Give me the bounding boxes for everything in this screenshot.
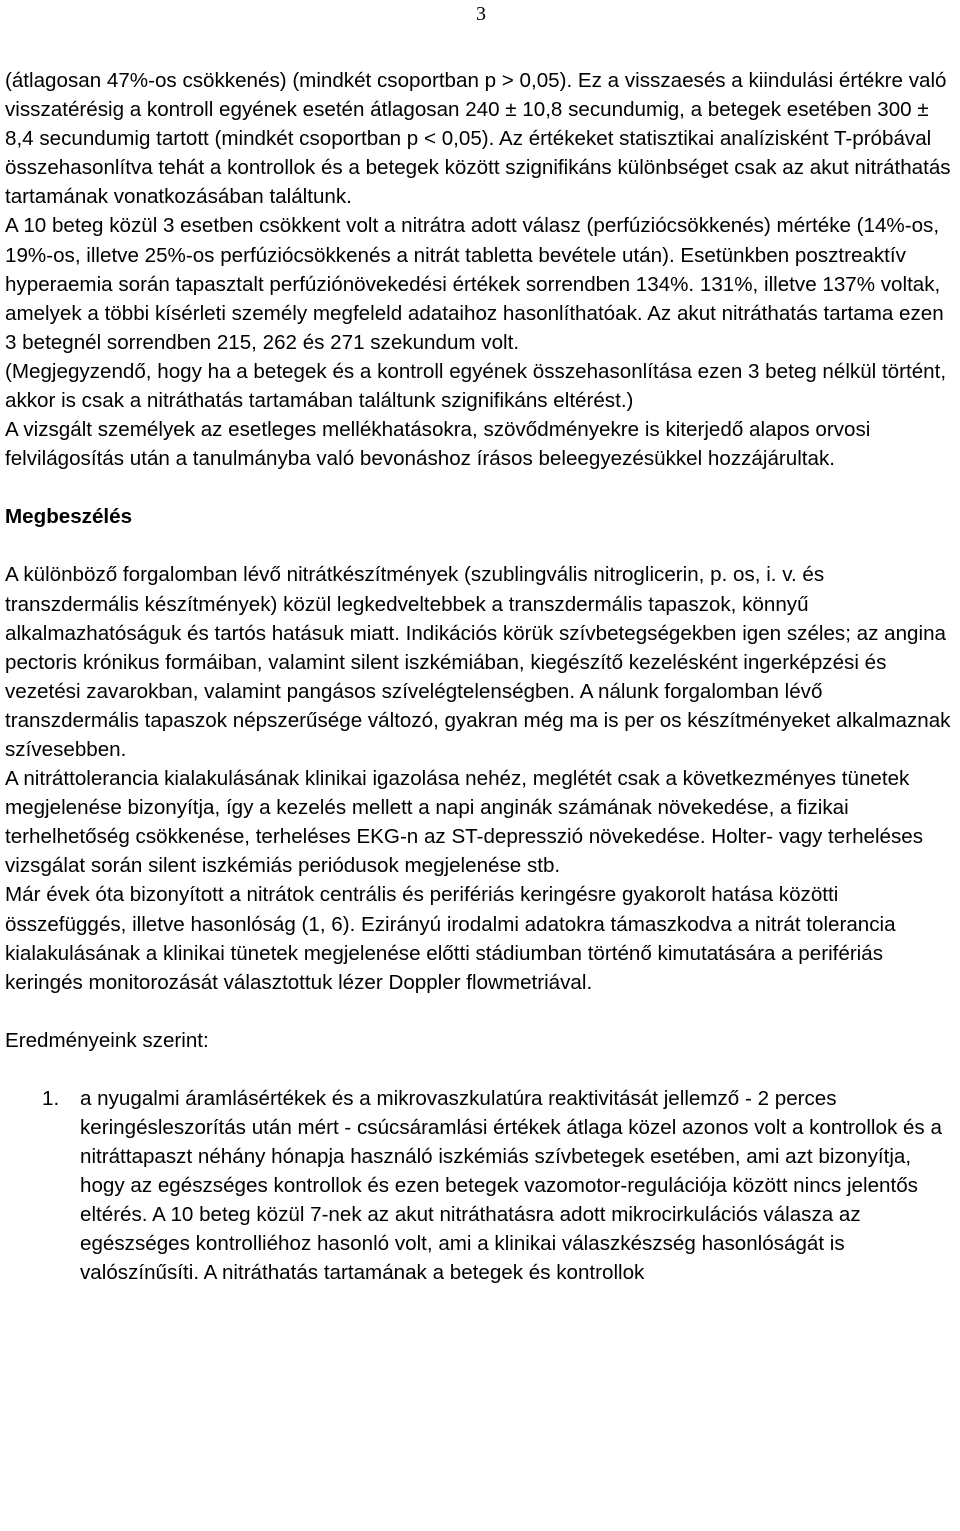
list-item <box>5 1084 958 1288</box>
paragraph-results-continued: (átlagosan 47%-os csökkenés) (mindkét csoportban p > 0,05). Ez a visszaesés a kiindulási értékre való visszatérésig a kontroll egyének esetén átlagosan 240 ± 10,8 secundumig, a betegek esetében 300 ± 8,4 secundumig tartott (mindkét csoportban p < 0,05). Az értékeket statisztikai analízisként T-próbával összehasonlítva tehát a kontrollok és a betegek között szignifikáns különbséget csak az akut nitráthatás tartamának vonatkozásában találtunk. <box>5 69 951 209</box>
results-intro: Eredményeink szerint: <box>5 1028 209 1052</box>
document-body <box>5 66 958 1288</box>
paragraph-nitrate-tolerance: A nitráttolerancia kialakulásának klinikai igazolása nehéz, meglétét csak a következményes tünetek megjelenése bizonyítja, így a kezelés mellett a napi anginák számának növekedése, a fizikai terhelhetőség csökkenése, terheléses EKG-n az ST-depresszió növekedése. Holter- vagy terheléses vizsgálat során silent iszkémiás periódusok megjelenése stb. <box>5 767 924 878</box>
paragraph-consent: A vizsgált személyek az esetleges mellékhatásokra, szövődményekre is kiterjedő alapos orvosi felvilágosítás után a tanulmányba való bevonáshoz írásos beleegyezésükkel hozzájárultak. <box>5 418 871 471</box>
paragraph-reduced-response: A 10 beteg közül 3 esetben csökkent volt a nitrátra adott válasz (perfúziócsökkenés) mértéke (14%-os, 19%-os, illetve 25%-os perfúziócsökkenés a nitrát tabletta bevétele után). Esetünkben posztreaktív hyperaemia során tapasztalt perfúziónövekedési értékek sorrendben 134%. 131%, illetve 137% voltak, amelyek a többi kísérleti személy megfeleld adataihoz hasonlíthatóak. Az akut nitráthatás tartama ezen 3 betegnél sorrendben 215, 262 és 271 szekundum volt. <box>5 214 944 354</box>
spacer <box>5 997 958 1026</box>
paragraph-nitrate-products: A különböző forgalomban lévő nitrátkészítmények (szublingvális nitroglicerin, p. os, i. v. és transzdermális készítmények) közül legkedveltebbek a transzdermális tapaszok, könnyű alkalmazhatóságuk és tartós hatásuk miatt. Indikációs körük szívbetegségekben igen széles; az angina pectoris krónikus formáiban, valamint silent iszkémiában, kiegészítő kezelésként ingerképzési és vezetési zavarokban, valamint pangásos szívelégtelenségben. A nálunk forgalomban lévő transzdermális tapaszok népszerűsége változó, gyakran még ma is per os készítményeket alkalmaznak szívesebben. <box>5 563 951 761</box>
results-list <box>5 1084 958 1288</box>
paragraph-central-peripheral: Már évek óta bizonyított a nitrátok centrális és perifériás keringésre gyakorolt hatása közötti összefüggés, illetve hasonlóság (1, 6). Ezirányú irodalmi adatokra támaszkodva a nitrát tolerancia kialakulásának a klinikai tünetek megjelenése előtti stádiumban történő kimutatására a perifériás keringés monitorozását választottuk lézer Doppler flowmetriával. <box>5 883 896 994</box>
page-number: 3 <box>476 3 486 25</box>
section-heading-discussion: Megbeszélés <box>5 505 133 529</box>
paragraph-note: (Megjegyzendő, hogy ha a betegek és a kontroll egyének összehasonlítása ezen 3 beteg nélkül történt, akkor is csak a nitráthatás tartamában találtunk szignifikáns eltérést.) <box>5 359 947 413</box>
list-item-number: 1. <box>42 1086 60 1110</box>
list-item-text: a nyugalmi áramlásértékek és a mikrovaszkulatúra reaktivitását jellemző - 2 perces keringésleszorítás után mért - csúcsáramlási értékek átlaga közel azonos volt a kontrollok és a nitráttapaszt néhány hónapja használó iszkémiás szívbetegek esetében, ami azt bizonyítja, hogy az egészséges kontrollok és ezen betegek vazomotor-regulációja között nincs jelentős eltérés. A 10 beteg közül 7-nek az akut nitráthatásra adott mikrocirkulációs válasza az egészséges kontrolliéhoz hasonló volt, ami a klinikai válaszkészség hasonlóságát is valószínűsíti. A nitráthatás tartamának a betegek és kontrollok <box>80 1086 942 1285</box>
